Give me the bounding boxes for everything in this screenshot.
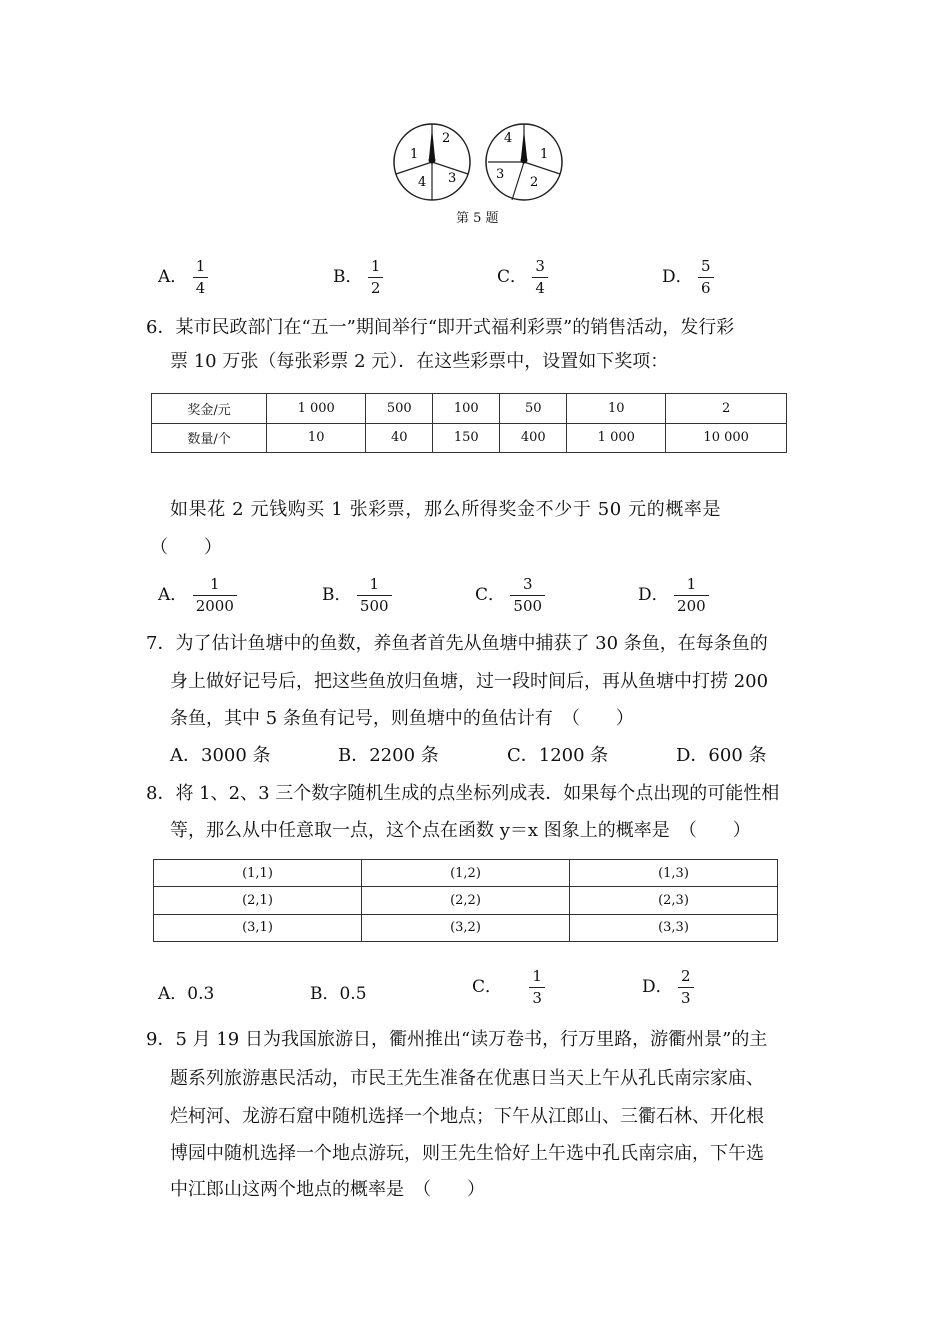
table-cell: (2,1) [154, 887, 362, 914]
q7-option-a[interactable]: A．3000 条 [170, 745, 271, 766]
q6-answer-paren: （ ） [150, 537, 222, 558]
table-row [152, 394, 787, 424]
spinner-right [486, 124, 562, 200]
q7-option-d[interactable]: D．600 条 [676, 745, 767, 766]
table-cell: 数量/个 [152, 423, 267, 453]
prize-table [151, 393, 787, 453]
q9-line-1: 9．5 月 19 日为我国旅游日，衢州推出“读万卷书，行万里路，游衢州景”的主 [146, 1029, 768, 1050]
denominator: 4 [193, 277, 209, 297]
q6-line-2: 票 10 万张（每张彩票 2 元）．在这些彩票中，设置如下奖项： [170, 351, 669, 372]
q9-line-5: 中江郎山这两个地点的概率是 （ ） [170, 1179, 485, 1200]
numerator: 1 [369, 575, 379, 593]
numerator: 1 [195, 257, 206, 275]
denominator: 200 [674, 595, 709, 615]
q7-line-3: 条鱼，其中 5 条鱼有记号，则鱼塘中的鱼估计有 （ ） [170, 708, 634, 729]
table-row [152, 423, 787, 453]
table-cell: (3,3) [570, 914, 778, 941]
q6-line-3: 如果花 2 元钱购买 1 张彩票，那么所得奖金不少于 50 元的概率是 [170, 499, 722, 520]
numerator: 1 [532, 967, 542, 985]
spinner-left-num-2: 2 [442, 131, 451, 146]
spinner-right-num-1: 1 [540, 147, 549, 162]
numerator: 1 [210, 575, 220, 593]
fraction [357, 576, 392, 615]
q8-option-d[interactable] [642, 968, 694, 1007]
q8-option-a[interactable]: A．0.3 [158, 984, 215, 1004]
numerator: 3 [522, 575, 533, 593]
denominator: 500 [357, 595, 392, 615]
table-cell: (2,3) [570, 887, 778, 914]
table-cell: (2,2) [362, 887, 570, 914]
q6-option-a[interactable] [158, 576, 237, 615]
spinner-left-num-4: 4 [418, 175, 427, 190]
table-cell: (1,3) [570, 860, 778, 887]
table-cell: 1 000 [567, 423, 666, 453]
numerator: 3 [535, 257, 545, 275]
denominator: 500 [510, 595, 545, 615]
q8-option-c[interactable] [472, 968, 545, 1007]
table-cell: 10 000 [666, 423, 787, 453]
table-cell: 10 [267, 423, 366, 453]
table-cell: (3,1) [154, 914, 362, 941]
option-letter: B． [322, 585, 352, 605]
q6-option-b[interactable] [322, 576, 392, 615]
fraction [510, 576, 545, 615]
spinner-left-num-3: 3 [448, 171, 457, 186]
q5-option-c[interactable] [497, 258, 548, 297]
option-letter: C． [497, 267, 528, 287]
table-row [154, 887, 778, 914]
table-cell: 50 [500, 394, 567, 424]
option-letter: A． [158, 267, 188, 287]
fraction [698, 258, 714, 297]
numerator: 1 [686, 575, 697, 593]
q5-option-a[interactable] [158, 258, 208, 297]
numerator: 2 [681, 967, 691, 985]
denominator: 2 [368, 277, 384, 297]
table-cell: 500 [366, 394, 433, 424]
table-cell: 10 [567, 394, 666, 424]
spinner-right-num-3: 3 [496, 167, 505, 182]
denominator: 6 [698, 277, 714, 297]
table-cell: 150 [433, 423, 500, 453]
numerator: 1 [370, 257, 381, 275]
table-cell: 1 000 [267, 394, 366, 424]
option-letter: D． [642, 977, 673, 997]
spinner-right-num-4: 4 [504, 131, 513, 146]
option-letter: B． [333, 267, 363, 287]
table-cell: 40 [366, 423, 433, 453]
fraction [678, 968, 694, 1007]
numerator: 5 [701, 257, 711, 275]
table-cell: (3,2) [362, 914, 570, 941]
denominator: 3 [678, 987, 694, 1007]
fraction [529, 968, 545, 1007]
figure-caption: 第 5 题 [456, 211, 499, 226]
q5-option-d[interactable] [662, 258, 714, 297]
table-row [154, 914, 778, 941]
denominator: 3 [529, 987, 545, 1007]
denominator: 2000 [193, 595, 237, 615]
table-cell: (1,1) [154, 860, 362, 887]
fraction [674, 576, 709, 615]
spinner-right-num-2: 2 [530, 175, 539, 190]
q9-line-3: 烂柯河、龙游石窟中随机选择一个地点；下午从江郎山、三衢石林、开化根 [170, 1106, 764, 1127]
table-row [154, 860, 778, 887]
q6-option-c[interactable] [475, 576, 545, 615]
option-letter: C． [475, 585, 506, 605]
q7-option-c[interactable]: C．1200 条 [507, 745, 609, 766]
q7-line-2: 身上做好记号后，把这些鱼放归鱼塘，过一段时间后，再从鱼塘中打捞 200 [170, 671, 769, 692]
table-cell: 2 [666, 394, 787, 424]
fraction [193, 576, 237, 615]
coordinate-table [153, 859, 778, 942]
q7-option-b[interactable]: B．2200 条 [338, 745, 439, 766]
option-letter: C． [472, 977, 503, 997]
spinner-left-num-1: 1 [410, 147, 419, 162]
option-letter: D． [662, 267, 693, 287]
q9-line-2: 题系列旅游惠民活动，市民王先生准备在优惠日当天上午从孔氏南宗家庙、 [170, 1068, 764, 1089]
table-cell: 奖金/元 [152, 394, 267, 424]
denominator: 4 [532, 277, 548, 297]
table-cell: (1,2) [362, 860, 570, 887]
q6-option-d[interactable] [638, 576, 709, 615]
q8-line-1: 8．将 1、2、3 三个数字随机生成的点坐标列成表．如果每个点出现的可能性相 [146, 783, 780, 804]
q6-line-1: 6．某市民政部门在“五一”期间举行“即开式福利彩票”的销售活动，发行彩 [146, 317, 735, 338]
option-letter: A． [158, 585, 188, 605]
spinner-left [394, 124, 470, 200]
q8-line-2: 等，那么从中任意取一点，这个点在函数 y＝x 图象上的概率是 （ ） [170, 820, 751, 841]
q8-option-b[interactable]: B．0.5 [310, 984, 367, 1004]
q9-line-4: 博园中随机选择一个地点游玩，则王先生恰好上午选中孔氏南宗庙，下午选 [170, 1143, 764, 1164]
q5-option-b[interactable] [333, 258, 383, 297]
table-cell: 100 [433, 394, 500, 424]
table-cell: 400 [500, 423, 567, 453]
spinners-figure [390, 120, 570, 205]
fraction [368, 258, 384, 297]
fraction [532, 258, 548, 297]
option-letter: D． [638, 585, 669, 605]
q7-line-1: 7．为了估计鱼塘中的鱼数，养鱼者首先从鱼塘中捕获了 30 条鱼，在每条鱼的 [146, 633, 768, 654]
fraction [193, 258, 209, 297]
